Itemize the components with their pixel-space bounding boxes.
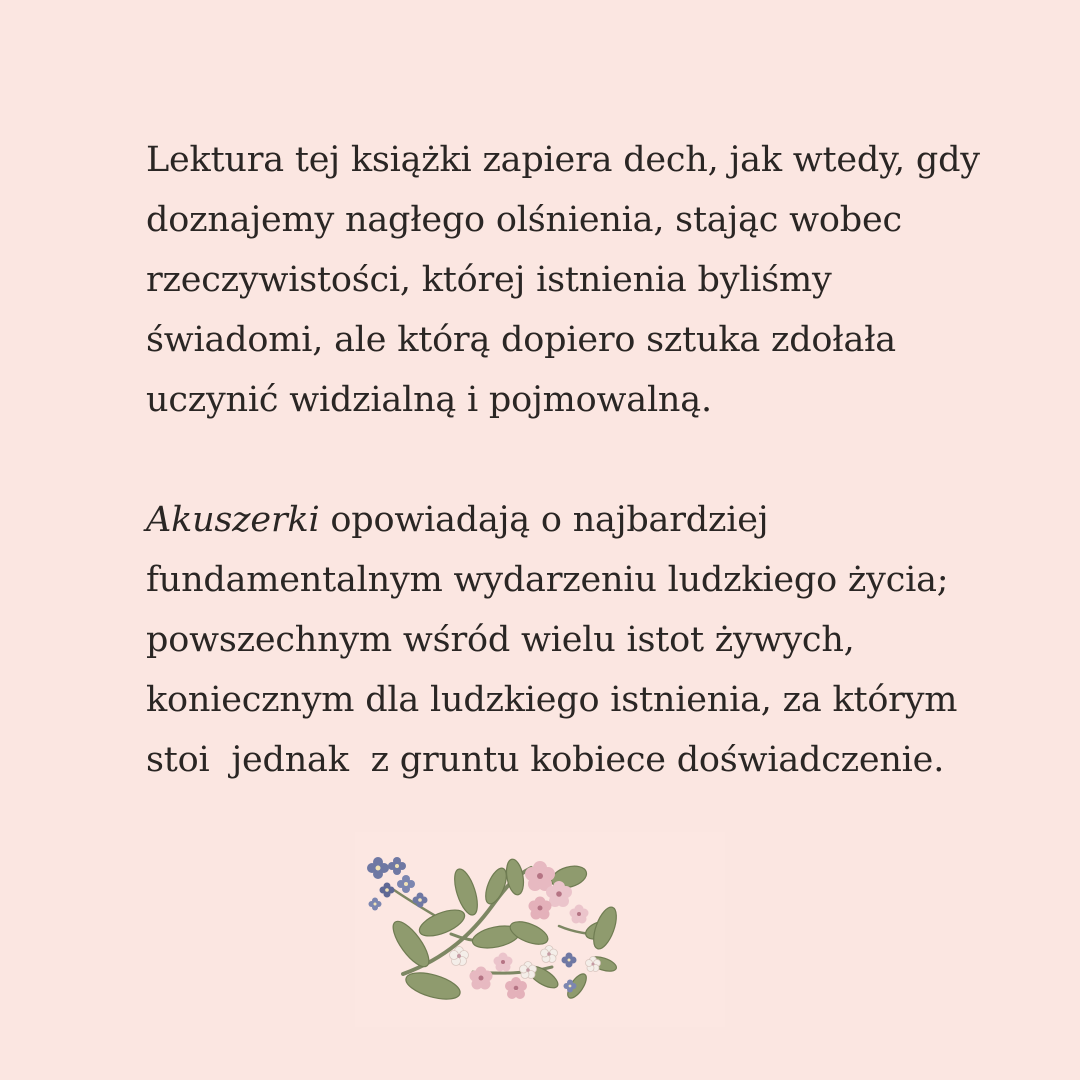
paragraph-2-line: powszechnym wśród wielu istot żywych, [146, 620, 855, 660]
blue-flower-cluster [367, 857, 428, 911]
embroidered-floral-ornament-icon [355, 832, 725, 1027]
book-title: Akuszerki [146, 500, 320, 540]
paragraph-2-first-line-rest: opowiadają o najbardziej [319, 500, 769, 540]
leaf [507, 917, 551, 949]
paragraph-2-line: fundamentalnym wydarzeniu ludzkiego życia; [146, 560, 949, 600]
paragraph-2-first-line [146, 490, 1006, 550]
paragraph-2-line: koniecznym dla ludzkiego istnienia, za którym [146, 680, 958, 720]
floral-ornament-svg [355, 832, 725, 1027]
paragraph-1-line: rzeczywistości, której istnienia byliśmy [146, 260, 832, 300]
text-block [146, 130, 1006, 790]
paragraph-1 [146, 130, 1006, 430]
leaf [403, 968, 463, 1005]
leaf [504, 858, 526, 896]
paragraph-2 [146, 490, 1006, 790]
paragraph-1-line: uczynić widzialną i pojmowalną. [146, 380, 712, 420]
paragraph-1-line: Lektura tej książki zapiera dech, jak wtedy, gdy [146, 140, 980, 180]
paragraph-1-line: świadomi, ale którą dopiero sztuka zdołała [146, 320, 896, 360]
paragraph-2-line: stoi jednak z gruntu kobiece doświadczenie. [146, 740, 945, 780]
paragraph-1-line: doznajemy nagłego olśnienia, stając wobec [146, 200, 902, 240]
